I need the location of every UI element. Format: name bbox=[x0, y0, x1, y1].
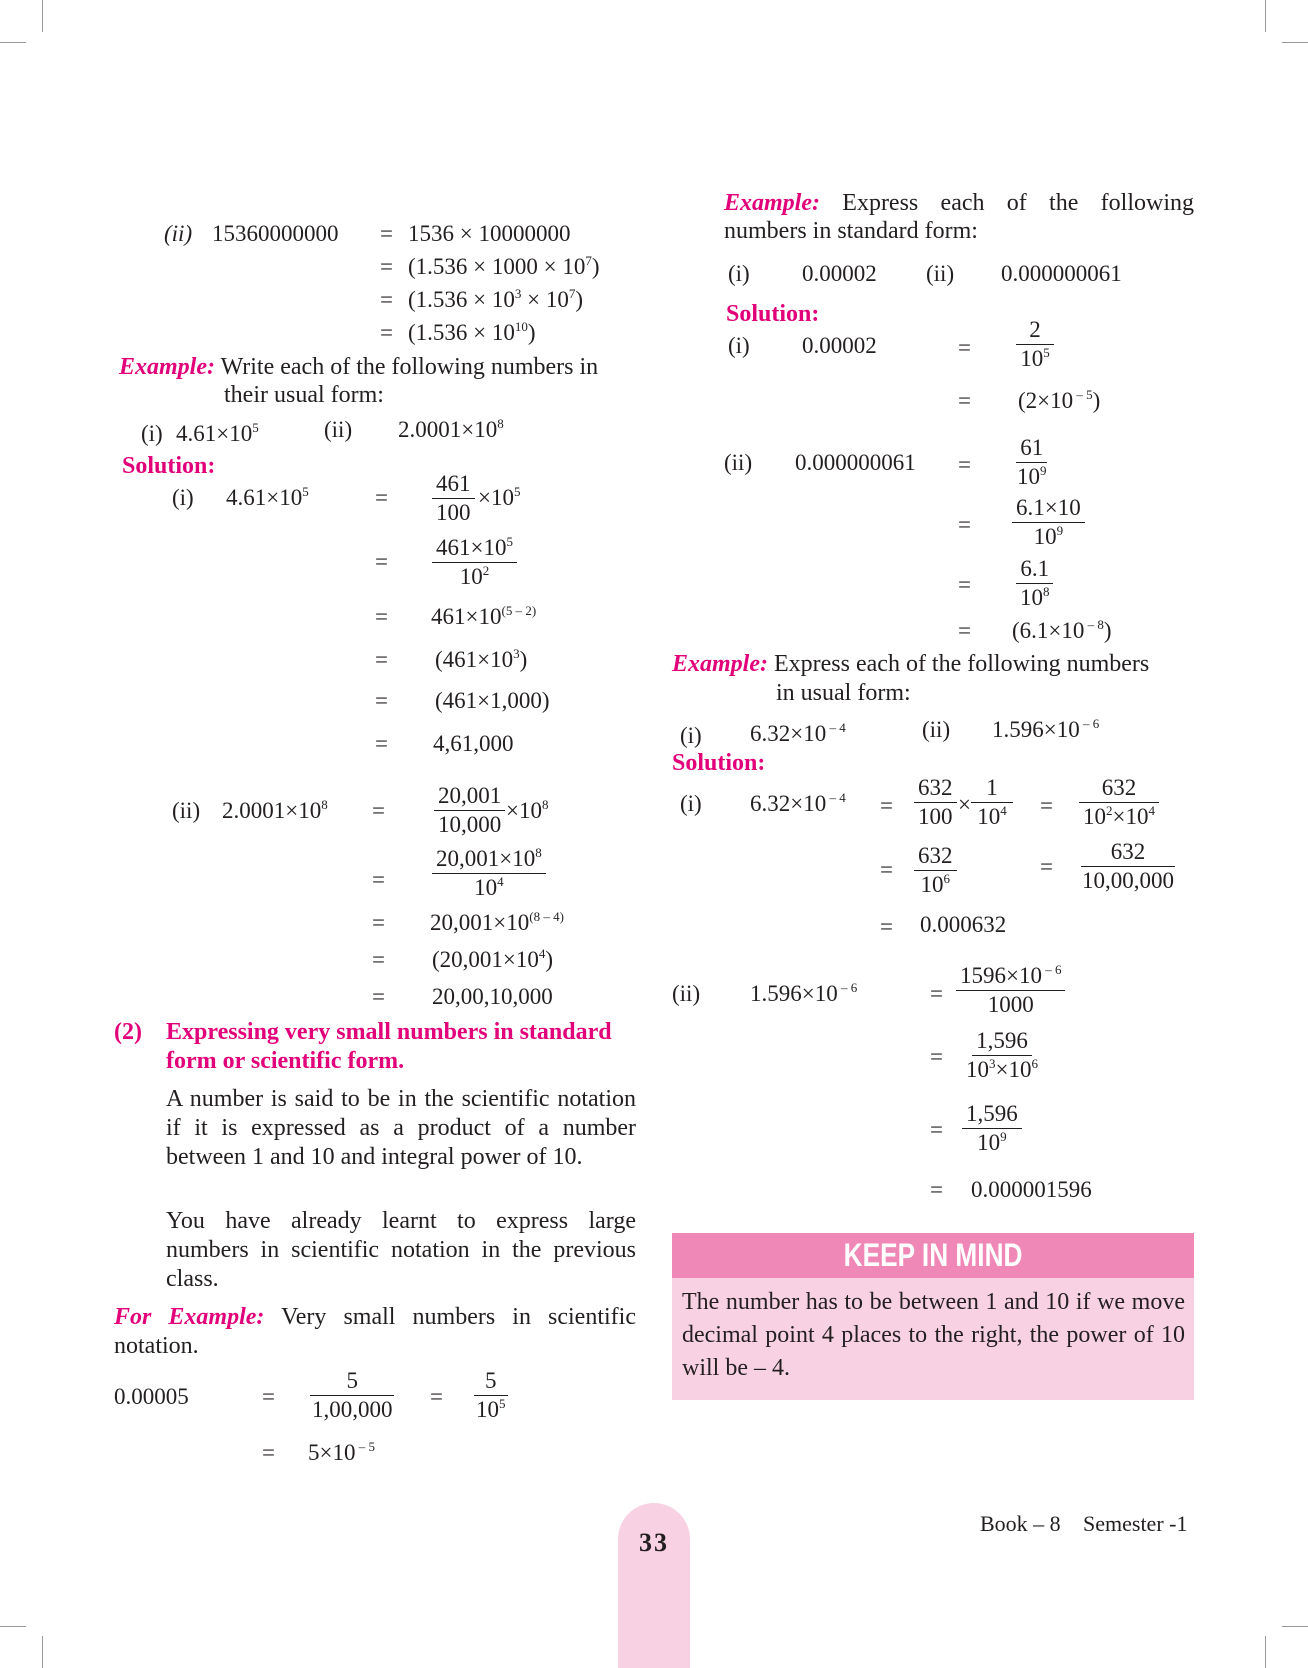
keep-in-mind-title: KEEP IN MIND bbox=[672, 1233, 1194, 1278]
equals: = bbox=[1040, 854, 1053, 879]
fraction: $\frac{20,001}{10,000}$ bbox=[434, 782, 505, 839]
fraction: $\frac{61}{10^9}$ bbox=[1017, 435, 1047, 489]
equals: = bbox=[375, 647, 388, 672]
equals: = bbox=[380, 287, 393, 312]
equals: = bbox=[372, 798, 385, 823]
equals: = bbox=[958, 512, 971, 537]
step: $461\times 10^{(5 - 2)}$ bbox=[431, 603, 537, 629]
equals: = bbox=[375, 485, 388, 510]
item-label: (ii) bbox=[926, 261, 955, 286]
item-label: (ii) bbox=[164, 221, 193, 246]
result: 5×10 $^{- 5}$ bbox=[308, 1439, 375, 1465]
example-text: in usual form: bbox=[776, 680, 911, 706]
equals: = bbox=[880, 857, 893, 882]
step: 20,00,10,000 bbox=[432, 984, 553, 1009]
item-label: (i) bbox=[141, 421, 163, 446]
equals: = bbox=[372, 910, 385, 935]
item-label: (ii) bbox=[172, 798, 201, 823]
expression: 1.596×10 $^{- 6}$ bbox=[992, 716, 1100, 742]
fraction: $\frac{632}{10^6}$ bbox=[914, 842, 957, 899]
equals: = bbox=[372, 867, 385, 892]
equals: = bbox=[380, 221, 393, 246]
multiplier: $\times 10^5$ bbox=[478, 484, 521, 510]
crop-mark bbox=[0, 42, 26, 43]
result: 0.000632 bbox=[920, 912, 1007, 937]
step: 1536 × 10000000 bbox=[408, 221, 571, 246]
expression: 1.596×10 $^{- 6}$ bbox=[750, 980, 858, 1006]
example-paragraph: Example: Express each of the following numbers in standard form: bbox=[724, 190, 1194, 244]
equals: = bbox=[430, 1384, 443, 1409]
item-label: (i) bbox=[680, 723, 702, 748]
item-label: (i) bbox=[728, 261, 750, 286]
fraction: $\frac{20,001\times 10^8}{10^4}$ bbox=[432, 845, 546, 902]
equals: = bbox=[380, 320, 393, 345]
result: (6.1×10 $^{- 8}$) bbox=[1012, 617, 1112, 643]
section-number: (2) bbox=[114, 1019, 142, 1045]
number: 15360000000 bbox=[212, 221, 339, 246]
book-label: Book – 8 bbox=[980, 1511, 1061, 1536]
fraction: $\frac{5}{10^5}$ bbox=[472, 1367, 510, 1424]
section-title: form or scientific form. bbox=[166, 1048, 405, 1074]
equals: = bbox=[958, 452, 971, 477]
step: $20,001\times 10^{(8 - 4)}$ bbox=[430, 909, 564, 935]
step: $(1.536 \times 10^{10})$ bbox=[408, 319, 536, 345]
equals: = bbox=[958, 335, 971, 360]
item-label: (ii) bbox=[724, 450, 753, 475]
multiplier: $\times 10^8$ bbox=[506, 797, 549, 823]
expression: $4.61\times 10^5$ bbox=[226, 484, 309, 510]
crop-mark bbox=[42, 1636, 43, 1668]
paragraph: A number is said to be in the scientific notation if it is expressed as a product of a number between 1 and 10 and integral power of 10. bbox=[166, 1086, 636, 1170]
crop-mark bbox=[1265, 0, 1266, 32]
equals: = bbox=[375, 731, 388, 756]
equals: = bbox=[380, 254, 393, 279]
paragraph: You have already learnt to express large numbers in scientific notation in the previous class. bbox=[166, 1208, 636, 1292]
fraction: $\frac{1,596}{10^3\times 10^6}$ bbox=[966, 1028, 1038, 1082]
step: 4,61,000 bbox=[433, 731, 514, 756]
value: 0.00005 bbox=[114, 1384, 189, 1409]
value: 0.000000061 bbox=[795, 450, 916, 475]
equals: = bbox=[958, 572, 971, 597]
expression: 6.32×10 $^{- 4}$ bbox=[750, 790, 846, 816]
fraction: $\frac{461\times 10^5}{10^2}$ bbox=[432, 534, 517, 591]
fraction: $\frac{632}{10,00,000}$ bbox=[1082, 839, 1174, 893]
fraction: $\frac{1}{10^4}$ bbox=[971, 774, 1013, 831]
times-sign: × bbox=[958, 792, 971, 817]
value: 0.00002 bbox=[802, 333, 877, 358]
step: $(1.536 \times 10^3 \times 10^7)$ bbox=[408, 286, 584, 312]
equals: = bbox=[880, 793, 893, 818]
example-text: their usual form: bbox=[224, 382, 384, 408]
item-label: (ii) bbox=[324, 417, 353, 442]
crop-mark bbox=[1282, 42, 1308, 43]
fraction: $\frac{2}{10^5}$ bbox=[1016, 316, 1054, 373]
value: 0.000000061 bbox=[1001, 261, 1122, 286]
fraction: $\frac{6.1\times 10}{10^9}$ bbox=[1012, 494, 1085, 551]
expression: $4.61\times 10^5$ bbox=[176, 420, 259, 446]
result: (2×10 $^{- 5}$) bbox=[1018, 387, 1101, 413]
fraction: $\frac{6.1}{10^8}$ bbox=[1016, 555, 1054, 612]
expression: 6.32×10 $^{- 4}$ bbox=[750, 720, 846, 746]
equals: = bbox=[930, 1044, 943, 1069]
example-paragraph: For Example: Very small numbers in scientific notation. bbox=[114, 1304, 636, 1359]
fraction: $\frac{632}{10^2\times 10^4}$ bbox=[1079, 774, 1159, 831]
equals: = bbox=[262, 1440, 275, 1465]
expression: $2.0001\times 10^8$ bbox=[398, 416, 504, 442]
fraction: $\frac{1,596}{10^9}$ bbox=[962, 1100, 1022, 1157]
equals: = bbox=[880, 914, 893, 939]
equals: = bbox=[375, 549, 388, 574]
item-label: (i) bbox=[172, 485, 194, 510]
example-heading: Example: Express each of the following numbers bbox=[672, 651, 1150, 677]
crop-mark bbox=[1282, 1626, 1308, 1627]
equals: = bbox=[372, 984, 385, 1009]
step: (461×1,000) bbox=[435, 688, 550, 713]
crop-mark bbox=[1265, 1636, 1266, 1668]
equals: = bbox=[958, 618, 971, 643]
section-title: Expressing very small numbers in standard bbox=[166, 1019, 612, 1045]
expression: $2.0001\times 10^8$ bbox=[222, 797, 328, 823]
step: $(461\times 10^3)$ bbox=[435, 646, 528, 672]
step: $(20,001\times 10^4)$ bbox=[432, 946, 554, 972]
solution-heading: Solution: bbox=[726, 301, 820, 327]
crop-mark bbox=[42, 0, 43, 32]
keep-in-mind-text: The number has to be between 1 and 10 if we move decimal point 4 places to the right, the power of 10 will be – 4. bbox=[682, 1289, 1185, 1381]
item-label: (i) bbox=[728, 333, 750, 358]
equals: = bbox=[262, 1384, 275, 1409]
value: 0.00002 bbox=[802, 261, 877, 286]
equals: = bbox=[372, 947, 385, 972]
result: 0.000001596 bbox=[971, 1177, 1092, 1202]
equals: = bbox=[930, 1177, 943, 1202]
fraction: $\frac{461}{100}$ bbox=[432, 470, 475, 527]
equals: = bbox=[375, 688, 388, 713]
equals: = bbox=[375, 604, 388, 629]
solution-heading: Solution: bbox=[122, 453, 216, 479]
example-heading: Example: Write each of the following numbers in bbox=[119, 354, 599, 380]
crop-mark bbox=[0, 1626, 26, 1627]
item-label: (ii) bbox=[922, 717, 951, 742]
item-label: (ii) bbox=[672, 981, 701, 1006]
equals: = bbox=[958, 388, 971, 413]
fraction: $\frac{1596\times 10 ^{- 6}}{1000}$ bbox=[956, 962, 1065, 1019]
fraction: $\frac{632}{100}$ bbox=[914, 774, 957, 831]
fraction: $\frac{5}{1,00,000}$ bbox=[312, 1368, 393, 1422]
page-number: 33 bbox=[639, 1528, 669, 1557]
equals: = bbox=[1040, 793, 1053, 818]
semester-label: Semester -1 bbox=[1083, 1511, 1188, 1536]
equals: = bbox=[930, 981, 943, 1006]
step: $(1.536 \times 1000 \times 10^7)$ bbox=[408, 253, 600, 279]
equals: = bbox=[930, 1117, 943, 1142]
item-label: (i) bbox=[680, 791, 702, 816]
solution-heading: Solution: bbox=[672, 750, 766, 776]
